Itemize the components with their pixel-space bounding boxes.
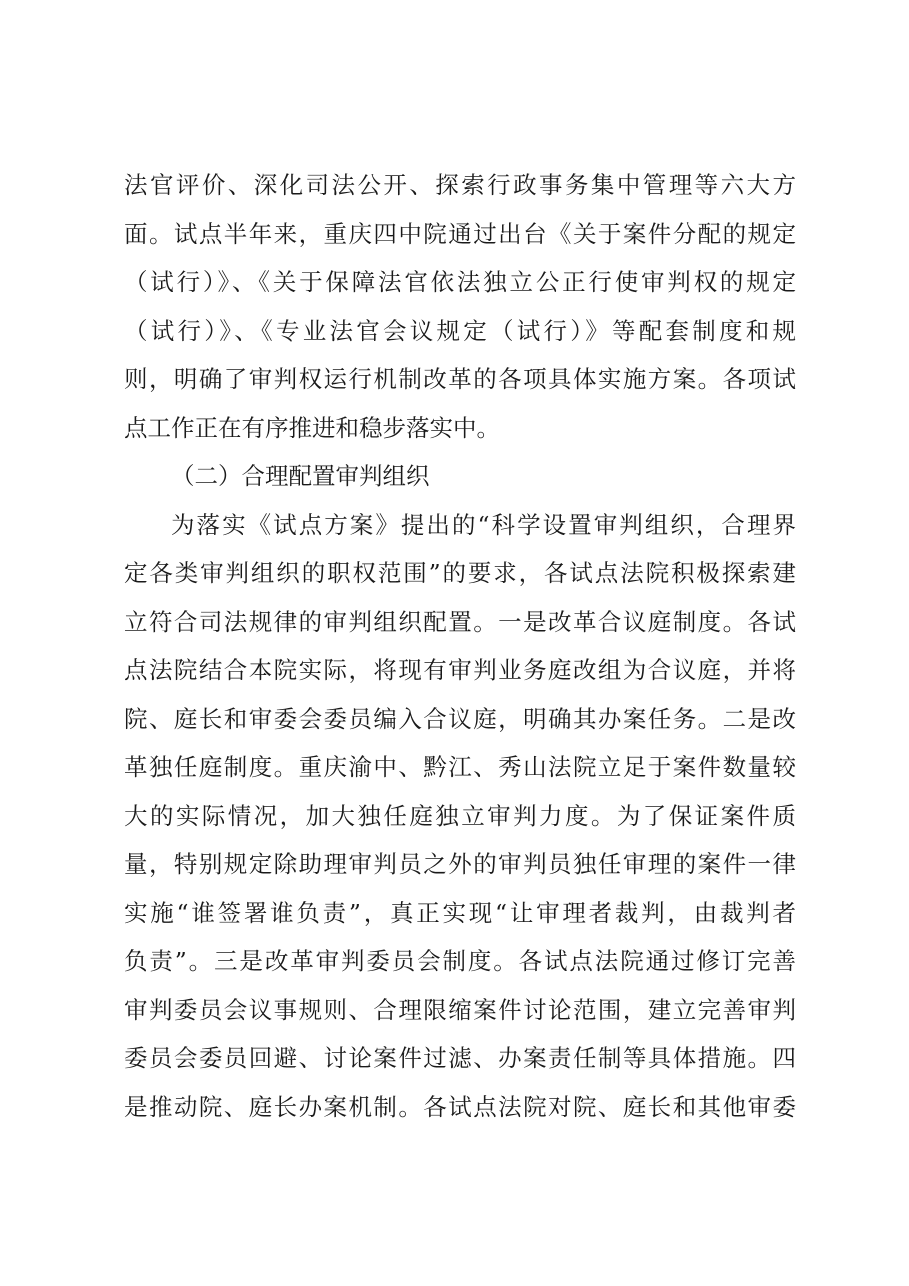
paragraph-line: （试行）》、《关于保障法官依法独立公正行使审判权的规定 (124, 268, 796, 296)
paragraph-line: 面。试点半年来，重庆四中院通过出台《关于案件分配的规定 (124, 220, 796, 248)
paragraph-line: 负责”。三是改革审判委员会制度。各试点法院通过修订完善 (124, 947, 796, 975)
paragraph-line: 委员会委员回避、讨论案件过滤、办案责任制等具体措施。四 (124, 1044, 796, 1072)
paragraph-line: 实施“谁签署谁负责”，真正实现“让审理者裁判，由裁判者 (124, 899, 796, 927)
paragraph-line: 量，特别规定除助理审判员之外的审判员独任审理的案件一律 (124, 850, 796, 878)
section-heading: （二）合理配置审判组织 (171, 462, 430, 490)
paragraph-line: 革独任庭制度。重庆渝中、黔江、秀山法院立足于案件数量较 (124, 753, 796, 781)
paragraph-line: 法官评价、深化司法公开、探索行政事务集中管理等六大方 (124, 171, 796, 199)
paragraph-line: 定各类审判组织的职权范围”的要求，各试点法院积极探索建 (124, 559, 796, 587)
paragraph-line: 是推动院、庭长办案机制。各试点法院对院、庭长和其他审委 (124, 1093, 796, 1121)
paragraph-line: 点工作正在有序推进和稳步落实中。 (124, 414, 500, 442)
paragraph-line: 立符合司法规律的审判组织配置。一是改革合议庭制度。各试 (124, 608, 796, 636)
paragraph-line: 点法院结合本院实际，将现有审判业务庭改组为合议庭，并将 (124, 656, 796, 684)
paragraph-line: 院、庭长和审委会委员编入合议庭，明确其办案任务。二是改 (124, 705, 796, 733)
paragraph-line: 大的实际情况，加大独任庭独立审判力度。为了保证案件质 (124, 802, 796, 830)
paragraph-line: （试行）》、《专业法官会议规定（试行）》等配套制度和规 (124, 317, 796, 345)
paragraph-line: 则，明确了审判权运行机制改革的各项具体实施方案。各项试 (124, 365, 796, 393)
paragraph-line: 为落实《试点方案》提出的“科学设置审判组织，合理界 (171, 511, 796, 539)
paragraph-line: 审判委员会议事规则、合理限缩案件讨论范围，建立完善审判 (124, 996, 796, 1024)
